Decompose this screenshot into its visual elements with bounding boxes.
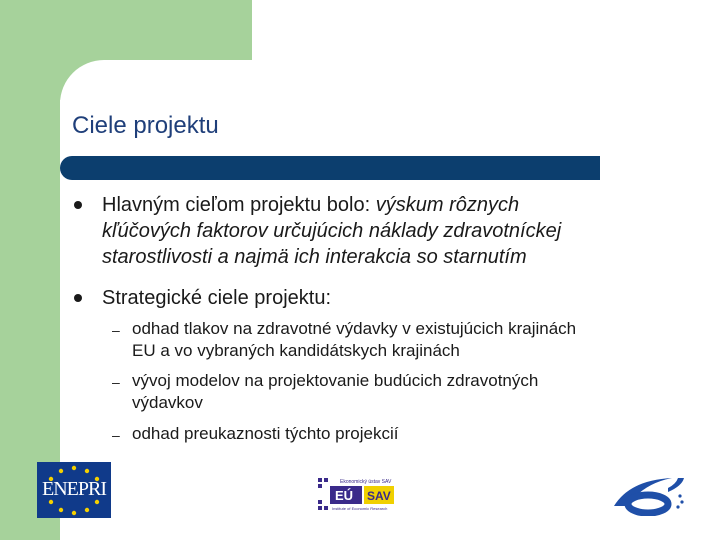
dash-marker: – bbox=[112, 322, 120, 338]
sav-bottom-text: Institute of Economic Research bbox=[332, 506, 388, 511]
sub-item-2-line-1: vývoj modelov na projektovanie budúcich zdravotných bbox=[132, 371, 539, 390]
title-underline-bar bbox=[60, 156, 600, 180]
sub-item-3 bbox=[132, 423, 672, 445]
main-goal-italic-2: kľúčových faktorov určujúcich náklady zdravotníckej bbox=[102, 220, 562, 242]
sav-top-text: Ekonomický ústav SAV bbox=[340, 479, 392, 485]
sub-item-3-line-1: odhad preukaznosti týchto projekcií bbox=[132, 424, 399, 443]
slide-title: Ciele projektu bbox=[72, 112, 219, 139]
bullet-dot bbox=[74, 294, 82, 302]
sub-item-1-line-2: EU a vo vybraných kandidátskych krajinách bbox=[132, 341, 460, 360]
main-goal-lead: Hlavným cieľom projektu bolo: bbox=[102, 194, 376, 216]
fp6-logo bbox=[612, 474, 686, 516]
sub-item-2 bbox=[132, 370, 672, 414]
enepri-logo bbox=[37, 462, 111, 518]
main-goal-italic-3: starostlivosti a najmä ich interakcia so starnutím bbox=[102, 246, 527, 268]
dash-marker: – bbox=[112, 427, 120, 443]
main-goal-italic-1: výskum rôznych bbox=[375, 194, 520, 216]
dash-marker: – bbox=[112, 374, 120, 390]
sav-logo bbox=[318, 476, 400, 512]
sav-right-text: SAV bbox=[367, 489, 391, 503]
sav-left-text: EÚ bbox=[335, 488, 354, 503]
bullet-dot bbox=[74, 201, 82, 209]
bullet-text-strategic-goals: Strategické ciele projektu: bbox=[102, 287, 332, 309]
enepri-wordmark: ENEPRI bbox=[42, 478, 106, 500]
sub-item-1 bbox=[132, 318, 672, 362]
bullet-text-main-goal bbox=[102, 192, 662, 270]
sub-item-2-line-2: výdavkov bbox=[132, 393, 203, 412]
sub-item-1-line-1: odhad tlakov na zdravotné výdavky v existujúcich krajinách bbox=[132, 319, 577, 338]
